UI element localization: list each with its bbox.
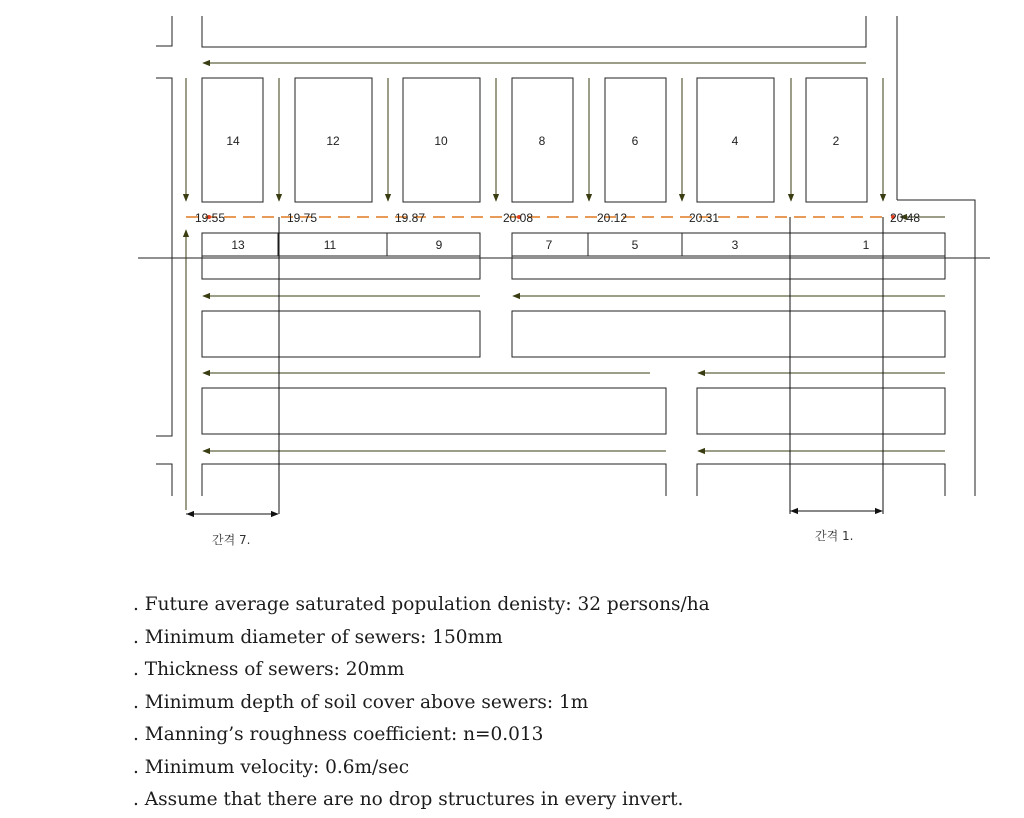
note-thickness: . Thickness of sewers: 20mm — [133, 659, 405, 680]
block-label: 6 — [631, 134, 639, 148]
block-label: 11 — [323, 238, 337, 252]
block-label: 7 — [545, 238, 553, 252]
block-label: 10 — [434, 134, 448, 148]
interval-label-right: 간격 1. — [815, 529, 854, 543]
elevation-label: 20.12 — [597, 211, 628, 225]
block-labels-bottom — [231, 238, 869, 252]
block-label: 3 — [731, 238, 739, 252]
elevation-label: 19.55 — [195, 211, 226, 225]
note-min-diameter: . Minimum diameter of sewers: 150mm — [133, 626, 503, 648]
note-soil-cover: . Minimum depth of soil cover above sewers: 1m — [133, 691, 589, 713]
elevation-label: 20.48 — [890, 211, 921, 225]
block-label: 9 — [435, 238, 443, 252]
block-label: 5 — [631, 238, 639, 252]
note-roughness: . Manning’s roughness coefficient: n=0.013 — [133, 724, 544, 745]
elevation-label: 19.87 — [395, 211, 426, 225]
note-population-density: . Future average saturated population denisty: 32 persons/ha — [133, 594, 710, 615]
block-label: 4 — [731, 134, 739, 148]
block-label: 13 — [231, 238, 245, 252]
note-min-velocity: . Minimum velocity: 0.6m/sec — [133, 756, 410, 778]
block-label: 2 — [832, 134, 840, 148]
upper-blocks — [202, 78, 867, 202]
block-label: 1 — [862, 238, 870, 252]
design-conditions-list — [133, 590, 710, 818]
interval-markers — [186, 217, 883, 514]
lower-blocks — [202, 233, 945, 434]
elevation-label: 20.08 — [503, 211, 534, 225]
block-labels-top — [226, 134, 839, 148]
note-drop-structures: . Assume that there are no drop structures in every invert. — [133, 789, 684, 810]
interval-label-left: 간격 7. — [212, 533, 251, 547]
block-label: 14 — [226, 134, 240, 148]
elevation-label: 20.31 — [689, 211, 720, 225]
elevation-label: 19.75 — [287, 211, 318, 225]
flow-arrows — [186, 63, 945, 510]
block-label: 12 — [326, 134, 340, 148]
block-label: 8 — [538, 134, 546, 148]
elevation-labels — [195, 211, 920, 225]
